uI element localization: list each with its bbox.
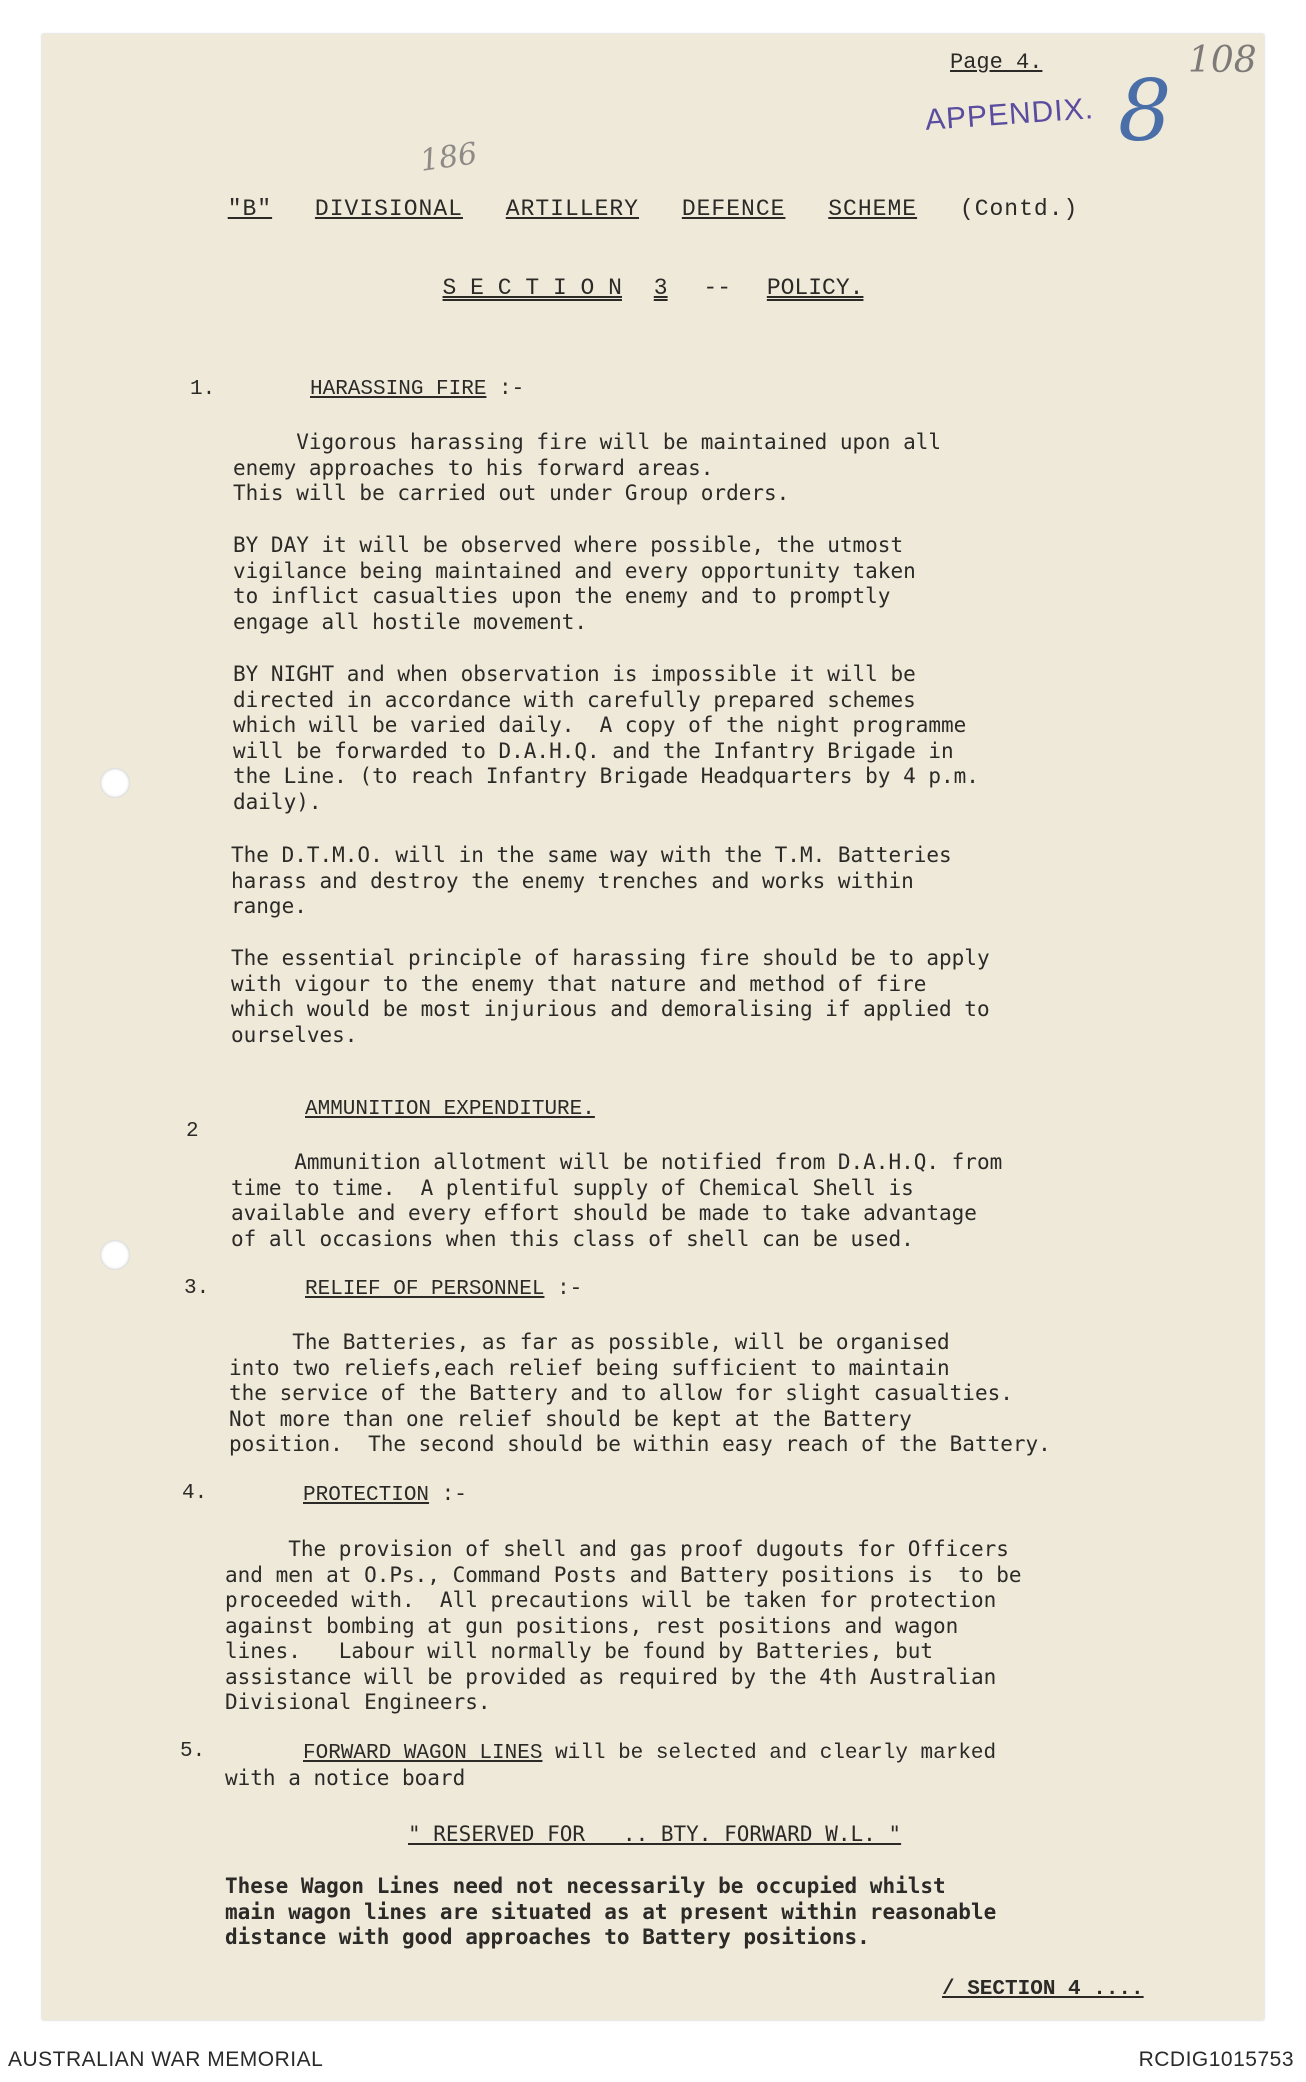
paragraph: These Wagon Lines need not necessarily be occupied whilst main wagon lines are situated as at present within reasonable distance with good approaches to Battery positions. xyxy=(225,1874,997,1949)
next-section-reference: / SECTION 4 .... xyxy=(942,1978,1144,2001)
paragraph: The provision of shell and gas proof dugouts for Officers and men at O.Ps., Command Posts and Battery positions is to be proceeded with. All precautions will be taken for protection against bombing at gun positions, rest positions and wagon lines. Labour will normally be found by Batteries, but assistance will be provided as required by the 4th Australian Divisional Engineers. xyxy=(225,1537,1022,1714)
section-name: POLICY. xyxy=(766,275,864,301)
item-number: 2 xyxy=(186,1120,199,1143)
paragraph: The essential principle of harassing fire should be to apply with vigour to the enemy that nature and method of fire which would be most injurious and demoralising if applied to ourselves. xyxy=(231,946,990,1047)
section-label: S E C T I O N xyxy=(442,275,622,301)
footer-reference-id: RCDIG1015753 xyxy=(1138,2048,1294,2071)
title-word: DEFENCE xyxy=(681,196,786,222)
item-heading-row xyxy=(303,1742,996,1765)
appendix-stamp: APPENDIX. xyxy=(924,92,1095,137)
item-heading: AMMUNITION EXPENDITURE. xyxy=(305,1098,595,1121)
item-heading-row xyxy=(305,1278,582,1301)
item-number: 4. xyxy=(182,1482,208,1505)
item-number: 5. xyxy=(180,1740,206,1763)
title-word: SCHEME xyxy=(828,196,918,222)
item-heading-suffix: :- xyxy=(441,1484,467,1507)
title-quote-b: "B" xyxy=(227,196,273,222)
item-heading-row xyxy=(310,378,524,401)
item-heading-row xyxy=(303,1484,467,1507)
item-heading: FORWARD WAGON LINES xyxy=(303,1742,543,1765)
item-heading-suffix: will be selected and clearly marked xyxy=(555,1742,997,1765)
paragraph: Vigorous harassing fire will be maintained upon all enemy approaches to his forward areas. This will be carried out under Group orders. xyxy=(233,430,942,505)
title-word: DIVISIONAL xyxy=(314,196,463,222)
paragraph: Ammunition allotment will be notified from D.A.H.Q. from time to time. A plentiful supply of Chemical Shell is available and every effort should be made to take advantage of all occasions when this class of shell can be used. xyxy=(231,1150,1003,1251)
paragraph: The Batteries, as far as possible, will be organised into two reliefs,each relief being sufficient to maintain the service of the Battery and to allow for slight casualties. Not more than one relief should be kept at the Battery position. The second should be within easy reach of the Battery. xyxy=(229,1330,1051,1456)
handwritten-folio-number: 108 xyxy=(1188,40,1257,81)
page-number: Page 4. xyxy=(950,50,1043,75)
pencil-number: 186 xyxy=(417,136,480,179)
item-heading: RELIEF OF PERSONNEL xyxy=(305,1278,545,1301)
punch-hole xyxy=(100,1240,130,1270)
paragraph: with a notice board xyxy=(225,1766,466,1790)
item-number: 1. xyxy=(190,378,216,401)
paragraph: BY NIGHT and when observation is impossible it will be directed in accordance with carefully prepared schemes which will be varied daily. A copy of the night programme will be forwarded to D.A.H.Q. and the Infantry Brigade in the Line. (to reach Infantry Brigade Headquarters by 4 p.m. daily). xyxy=(233,662,979,814)
item-heading-suffix: :- xyxy=(499,378,525,401)
title-suffix: (Contd.) xyxy=(959,196,1079,222)
punch-hole xyxy=(100,768,130,798)
title-word: ARTILLERY xyxy=(505,196,639,222)
item-heading: PROTECTION xyxy=(303,1484,430,1507)
item-heading: HARASSING FIRE xyxy=(310,378,487,401)
section-dash: -- xyxy=(703,275,732,301)
item-heading-suffix: :- xyxy=(557,1278,583,1301)
paragraph: BY DAY it will be observed where possible, the utmost vigilance being maintained and every opportunity taken to inflict casualties upon the enemy and to promptly engage all hostile movement. xyxy=(233,533,916,634)
section-heading xyxy=(0,275,1306,301)
footer-source: AUSTRALIAN WAR MEMORIAL xyxy=(8,2048,324,2071)
paragraph: The D.T.M.O. will in the same way with the T.M. Batteries harass and destroy the enemy trenches and works within range. xyxy=(231,843,952,918)
notice-text: " RESERVED FOR .. BTY. FORWARD W.L. " xyxy=(408,1822,902,1846)
handwritten-appendix-number: 8 xyxy=(1118,62,1172,160)
section-number: 3 xyxy=(653,275,668,301)
document-title xyxy=(0,196,1306,222)
item-number: 3. xyxy=(184,1277,210,1300)
